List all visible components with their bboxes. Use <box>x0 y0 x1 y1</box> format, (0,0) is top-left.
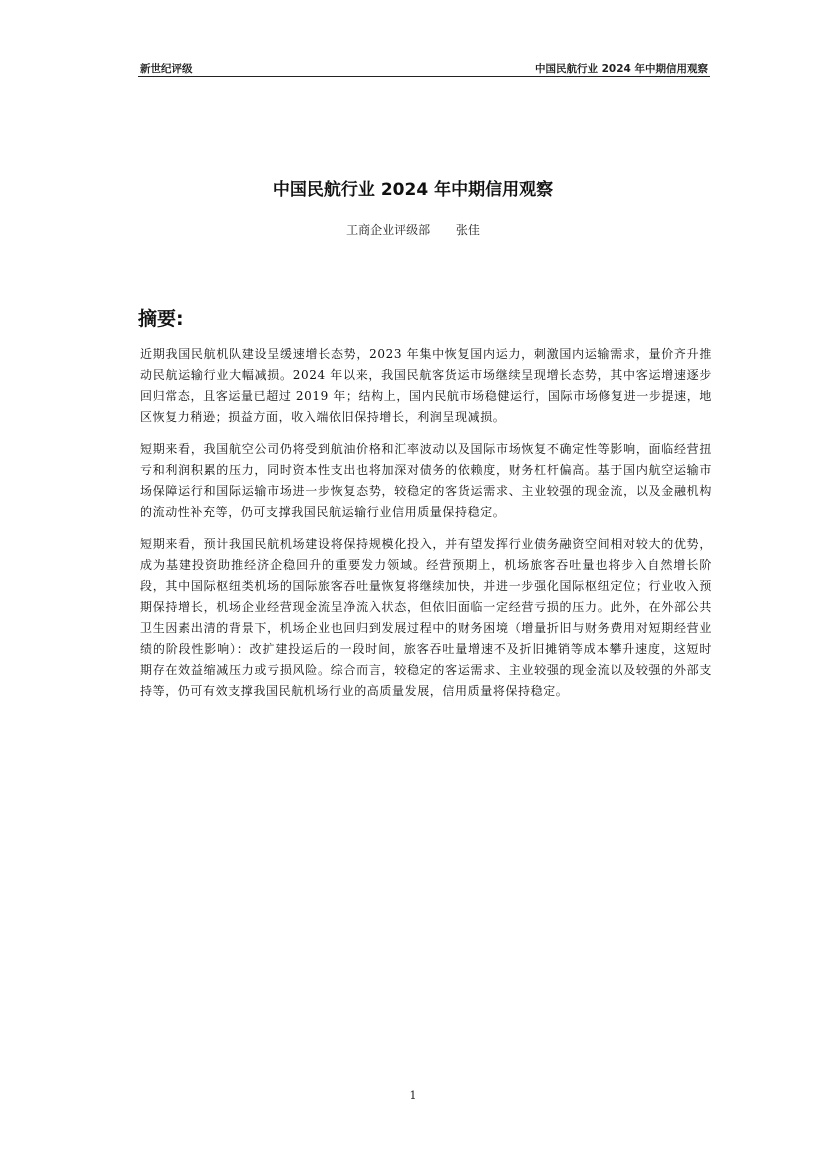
abstract-body <box>140 344 712 713</box>
abstract-heading: 摘要: <box>138 308 184 330</box>
byline <box>0 221 826 238</box>
header-right-text: 中国民航行业 2024 年中期信用观察 <box>534 63 708 75</box>
page-number: 1 <box>409 1089 417 1102</box>
header-left-text: 新世纪评级 <box>140 63 193 75</box>
abstract-paragraph-2: 短期来看，我国航空公司仍将受到航油价格和汇率波动以及国际市场恢复不确定性等影响，面临经营扭亏和利润积累的压力，同时资本性支出也将加深对债务的依赖度，财务杠杆偏高。基于国内航空运输市场保障运行和国际运输市场进一步恢复态势，较稳定的客货运需求、主业较强的现金流，以及金融机构的流动性补充等，仍可支撑我国民航运输行业信用质量保持稳定。 <box>140 442 712 519</box>
document-title: 中国民航行业 2024 年中期信用观察 <box>272 180 554 200</box>
abstract-paragraph-1: 近期我国民航机队建设呈缓速增长态势，2023 年集中恢复国内运力，刺激国内运输需求，量价齐升推动民航运输行业大幅减损。2024 年以来，我国民航客货运市场继续呈现增长态势，其中客运增速逐步回归常态，且客运量已超过 2019 年；结构上，国内民航市场稳健运行，国际市场修复进一步提速，地区恢复力稍逊；损益方面，收入端依旧保持增长，利润呈现减损。 <box>140 347 712 424</box>
byline-department: 工商企业评级部 <box>346 223 431 237</box>
byline-author: 张佳 <box>455 223 480 237</box>
page-header <box>138 58 710 77</box>
abstract-paragraph-3: 短期来看，预计我国民航机场建设将保持规模化投入，并有望发挥行业债务融资空间相对较大的优势，成为基建投资助推经济企稳回升的重要发力领域。经营预期上，机场旅客吞吐量也将步入自然增长阶段，其中国际枢纽类机场的国际旅客吞吐量恢复将继续加快，并进一步强化国际枢纽定位；行业收入预期保持增长，机场企业经营现金流呈净流入状态，但依旧面临一定经营亏损的压力。此外，在外部公共卫生因素出清的背景下，机场企业也回归到发展过程中的财务困境（增量折旧与财务费用对短期经营业绩的阶段性影响）：改扩建投运后的一段时间，旅客吞吐量增速不及折旧摊销等成本攀升速度，这短时期存在效益缩减压力或亏损风险。综合而言，较稳定的客运需求、主业较强的现金流以及较强的外部支持等，仍可有效支撑我国民航机场行业的高质量发展，信用质量将保持稳定。 <box>140 537 712 698</box>
